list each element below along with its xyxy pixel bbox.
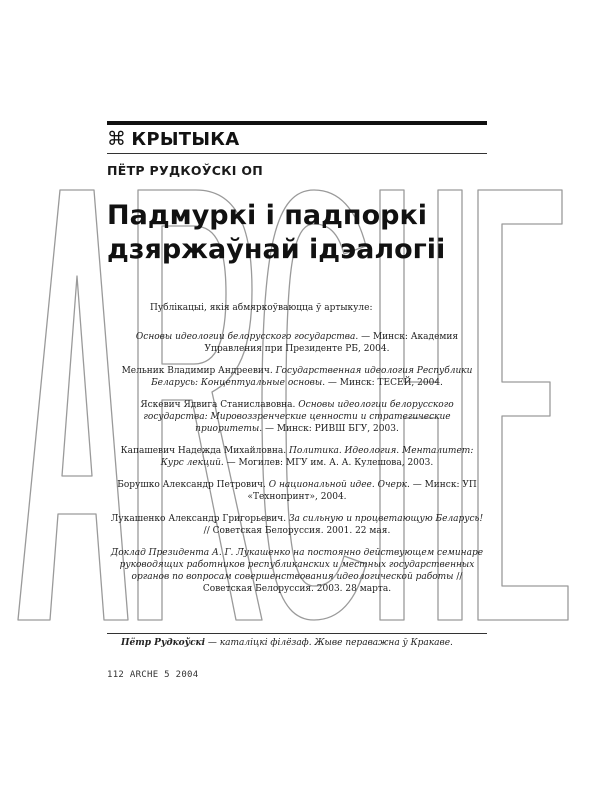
intro-text: Публікацыі, якія абмяркоўваюцца ў артыкуле: — [150, 303, 373, 313]
reference-list — [107, 331, 487, 605]
author-bio — [121, 638, 453, 648]
section-heading — [107, 127, 240, 151]
reference-item: Основы идеологии белорусского государства. — Минск: Академия Управления при Президенте РБ, 2004. — [135, 332, 459, 354]
bio-rule — [107, 633, 487, 634]
command-icon: ⌘ — [107, 127, 127, 150]
reference-item: Капашевич Надежда Михайловна. Политика. Идеология. Менталитет: Курс лекций. — Могилев: МГУ им. А. А. Кулешова, 2003. — [120, 446, 474, 468]
reference-item: Мельник Владимир Андреевич. Государственная идеология Республики Беларусь: Концептуальные основы. — Минск: ТЕСЕЙ, 2004. — [121, 366, 473, 388]
page-footer: 112 ARCHE 5 2004 — [107, 670, 199, 680]
author-name: ПЁТР РУДКОЎСКІ ОП — [107, 163, 264, 178]
title-line-1: Падмуркі і падпоркі — [107, 200, 428, 231]
bio-text: — каталіцкі філёзаф. Жыве пераважна ў Кракаве. — [205, 638, 453, 648]
reference-item: Борушко Александр Петрович. О национальной идее. Очерк. — Минск: УП «Технопринт», 2004. — [117, 480, 477, 502]
title-line-2: дзяржаўнай ідэалогіі — [107, 234, 446, 265]
reference-item: Лукашенко Александр Григорьевич. За сильную и процветающую Беларусь! // Советская Белоруссия. 2001. 22 мая. — [110, 514, 484, 536]
reference-item: Доклад Президента А. Г. Лукашенко на постоянно действующем семинаре руководящих работников республиканских и местных государственных органов по вопросам совершенствования идеологической работы // Советская Белоруссия. 2003. 28 марта. — [110, 548, 484, 594]
watermark-letter-e — [478, 190, 568, 620]
article-title — [107, 199, 487, 267]
section-label: КРЫТЫКА — [131, 128, 240, 150]
bio-name: Пётр Рудкоўскі — [121, 638, 206, 648]
heading-rule — [107, 153, 487, 154]
reference-item: Яскевич Ядвига Станиславовна. Основы идеологии белорусского государства: Мировоззренческие ценности и стратегические приоритеты. — Минск: РИВШ БГУ, 2003. — [140, 400, 454, 434]
top-rule — [107, 121, 487, 125]
